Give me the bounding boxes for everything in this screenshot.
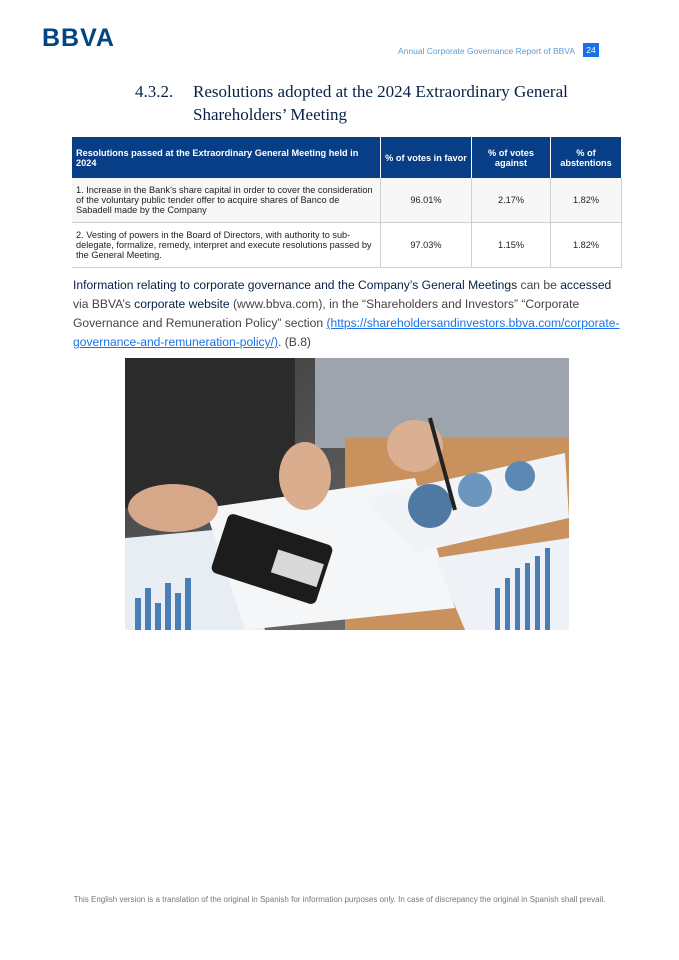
footer-disclaimer: This English version is a translation of the original in Spanish for information purposes only. In case of discrepancy the original in Spanish shall prevail. bbox=[73, 895, 606, 904]
votes-abstentions: 1.82% bbox=[551, 223, 622, 268]
info-highlight-accessed: accessed bbox=[560, 278, 612, 292]
table-header-row bbox=[72, 137, 622, 178]
header-favor: % of votes in favor bbox=[381, 137, 472, 178]
page-number: 24 bbox=[583, 43, 599, 57]
header-resolutions: Resolutions passed at the Extraordinary General Meeting held in 2024 bbox=[72, 137, 381, 178]
votes-favor: 97.03% bbox=[381, 223, 472, 268]
photo-illustration bbox=[125, 358, 569, 630]
votes-against: 1.15% bbox=[472, 223, 551, 268]
votes-against: 2.17% bbox=[472, 178, 551, 223]
info-text: can be bbox=[517, 278, 561, 292]
section-number: 4.3.2. bbox=[135, 82, 174, 101]
resolutions-table bbox=[72, 137, 622, 268]
bbva-logo: BBVA bbox=[42, 24, 115, 52]
header-against: % of votes against bbox=[472, 137, 551, 178]
section-heading bbox=[135, 80, 625, 126]
info-highlight-website: corporate website bbox=[134, 297, 230, 311]
resolution-text: 1. Increase in the Bank’s share capital in order to cover the consideration of the voluntary public tender offer to acquire shares of Banco de Sabadell made by the Company bbox=[72, 178, 381, 223]
business-meeting-photo bbox=[125, 358, 569, 630]
info-paragraph bbox=[73, 276, 623, 352]
table-row bbox=[72, 178, 622, 223]
governance-policy-link[interactable]: (https://shareholdersandinvestors.bbva.com/corporate-governance-and-remuneration-policy/) bbox=[73, 316, 620, 349]
report-title: Annual Corporate Governance Report of BBVA bbox=[397, 46, 575, 56]
info-text: . (B.8) bbox=[278, 335, 311, 349]
info-highlight-governance: Information relating to corporate governance and the Company’s General Meetings bbox=[73, 278, 518, 292]
table-row bbox=[72, 223, 622, 268]
resolution-text: 2. Vesting of powers in the Board of Directors, with authority to sub-delegate, formalize, remedy, interpret and execute resolutions passed by the General Meeting. bbox=[72, 223, 381, 268]
section-title: Resolutions adopted at the 2024 Extraordinary General Shareholders’ Meeting bbox=[193, 82, 568, 124]
votes-abstentions: 1.82% bbox=[551, 178, 622, 223]
header-abstentions: % of abstentions bbox=[551, 137, 622, 178]
info-text: via BBVA’s bbox=[73, 297, 135, 311]
votes-favor: 96.01% bbox=[381, 178, 472, 223]
info-text: (www.bbva.com), in the “Shareholders and Investors” “Corporate Governance and Remuneration Policy” section bbox=[73, 297, 580, 330]
